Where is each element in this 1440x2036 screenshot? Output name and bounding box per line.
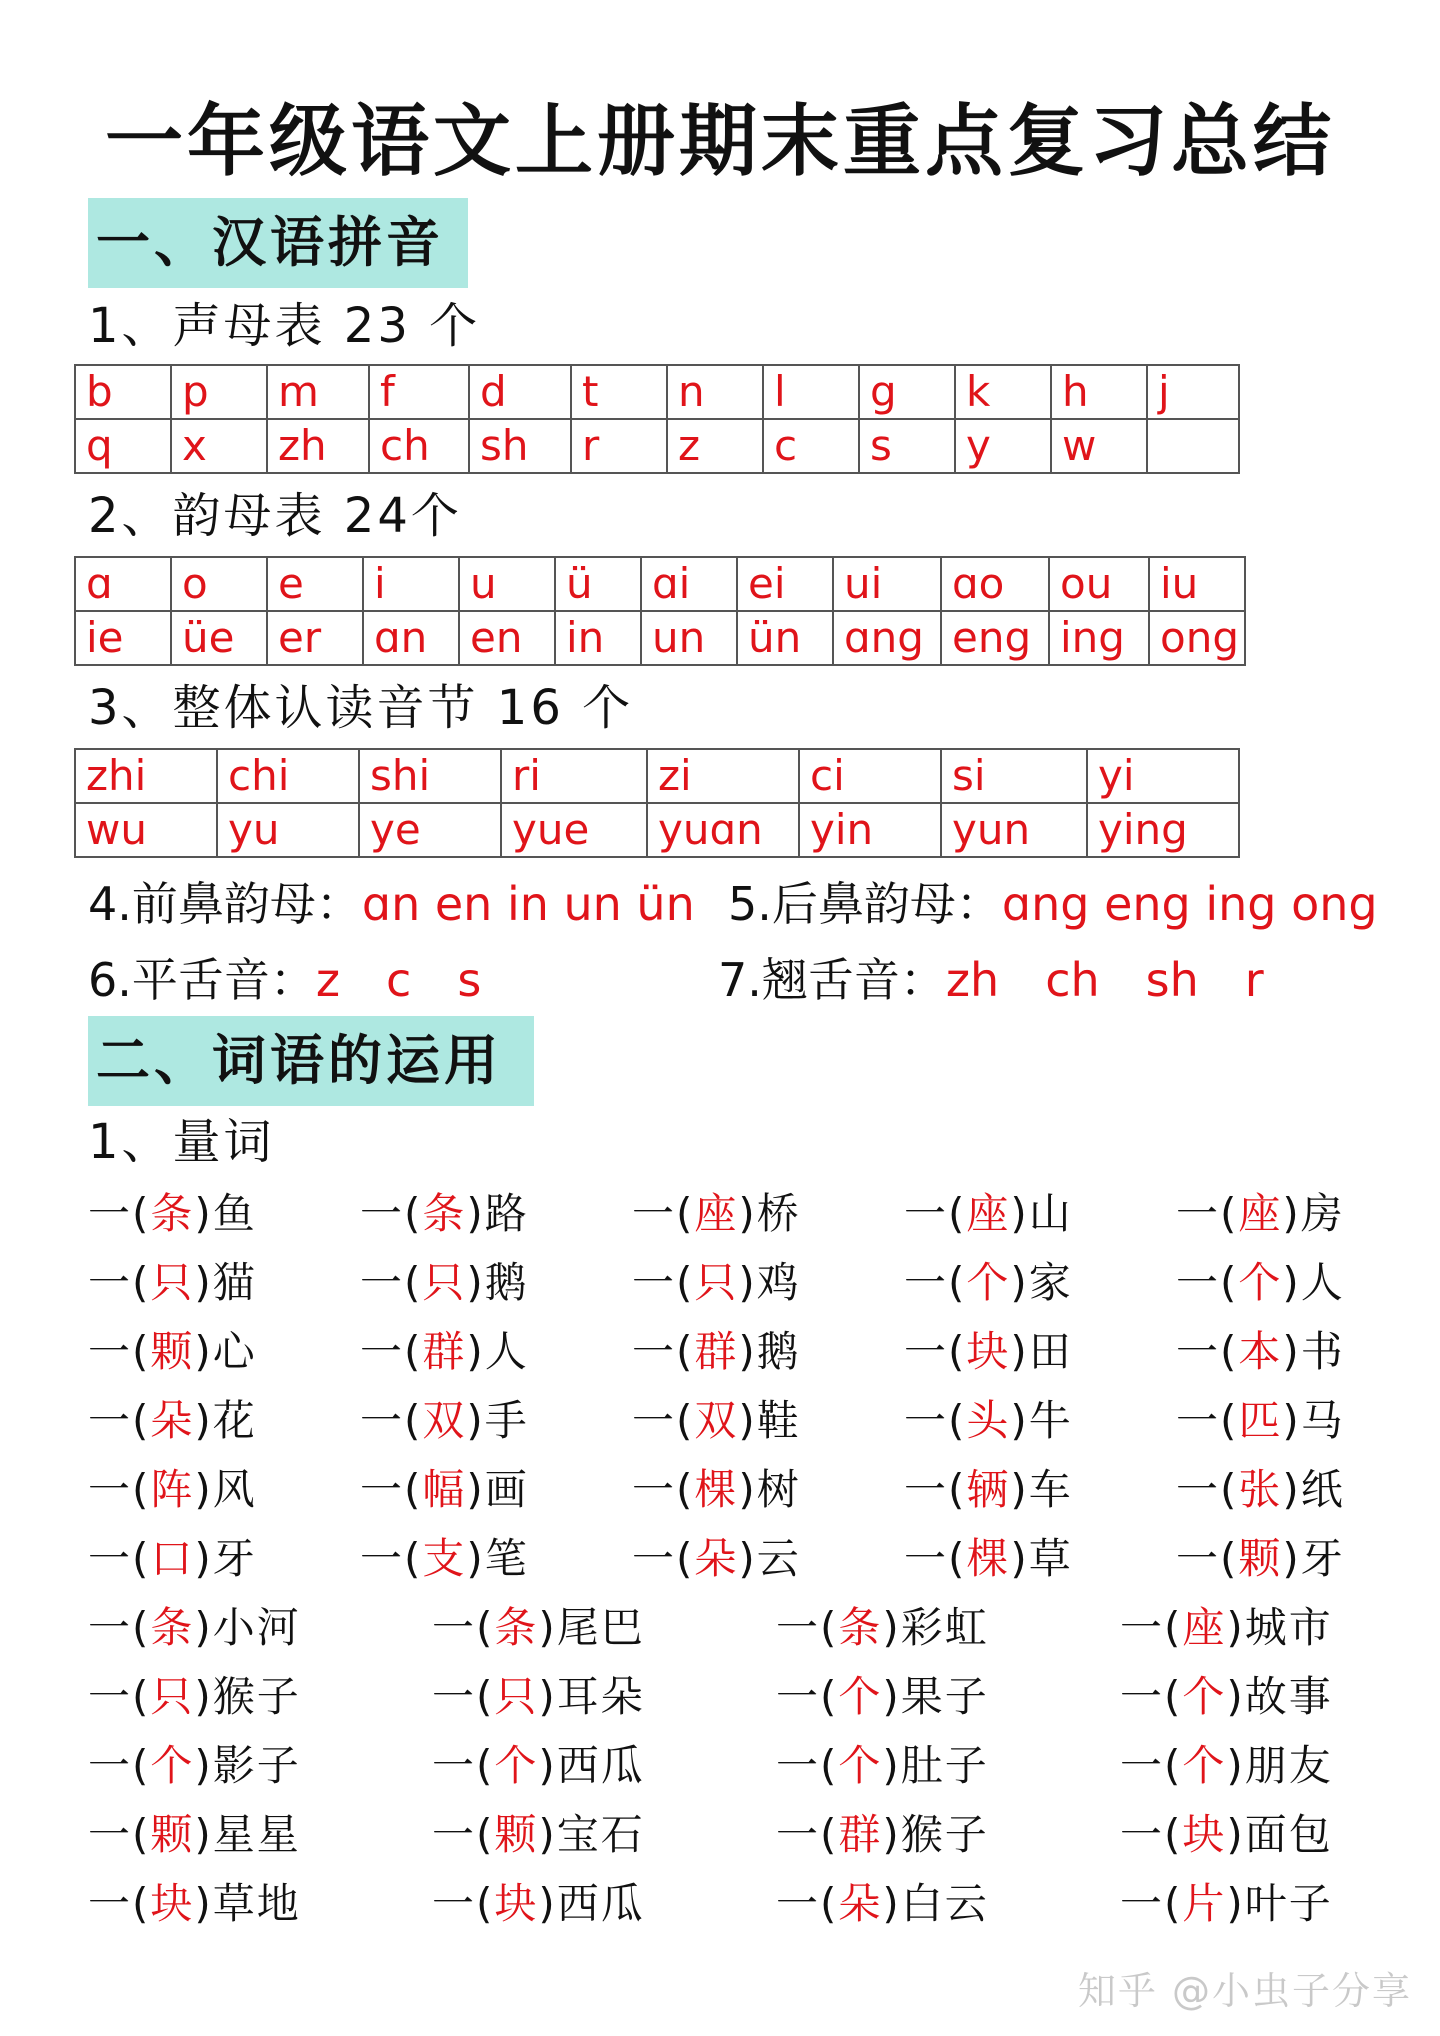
measure-word: 块 bbox=[1182, 1810, 1227, 1859]
pinyin-cell: ü bbox=[555, 557, 641, 611]
liangci-heading: 1、量词 bbox=[88, 1114, 275, 1170]
measure-word: 只 bbox=[422, 1258, 467, 1307]
measure-prefix: 一( bbox=[1176, 1258, 1239, 1307]
measure-word-item bbox=[1120, 1807, 1333, 1863]
pinyin-cell: e bbox=[267, 557, 363, 611]
pinyin-cell: zi bbox=[647, 749, 799, 803]
measure-word: 张 bbox=[1238, 1465, 1283, 1514]
measure-word-item bbox=[360, 1531, 529, 1587]
pinyin-cell: yi bbox=[1087, 749, 1239, 803]
measure-word-item bbox=[360, 1462, 529, 1518]
pinyin-cell: r bbox=[571, 419, 667, 473]
pinyin-cell: ɑng bbox=[833, 611, 941, 665]
measure-prefix: 一( bbox=[776, 1810, 839, 1859]
measure-prefix: 一( bbox=[904, 1258, 967, 1307]
measure-prefix: 一( bbox=[904, 1327, 967, 1376]
pinyin-cell: ei bbox=[737, 557, 833, 611]
measure-prefix: 一( bbox=[360, 1189, 423, 1238]
measure-prefix: 一( bbox=[432, 1879, 495, 1928]
pinyin-cell: er bbox=[267, 611, 363, 665]
qiaoshe-value: zh ch sh r bbox=[945, 953, 1264, 1007]
measure-word: 头 bbox=[966, 1396, 1011, 1445]
measure-suffix: )果子 bbox=[882, 1672, 989, 1721]
measure-prefix: 一( bbox=[432, 1603, 495, 1652]
pinyin-cell: z bbox=[667, 419, 763, 473]
measure-word: 只 bbox=[694, 1258, 739, 1307]
measure-prefix: 一( bbox=[1120, 1879, 1183, 1928]
pingshe-value: z c s bbox=[315, 953, 482, 1007]
measure-prefix: 一( bbox=[88, 1534, 151, 1583]
measure-word: 颗 bbox=[150, 1810, 195, 1859]
measure-word-item bbox=[904, 1186, 1073, 1242]
table-row bbox=[75, 557, 1245, 611]
measure-word: 条 bbox=[422, 1189, 467, 1238]
pinyin-cell: ie bbox=[75, 611, 171, 665]
measure-prefix: 一( bbox=[1176, 1189, 1239, 1238]
measure-word: 个 bbox=[494, 1741, 539, 1790]
measure-prefix: 一( bbox=[88, 1879, 151, 1928]
measure-prefix: 一( bbox=[88, 1327, 151, 1376]
pinyin-cell: ɑi bbox=[641, 557, 737, 611]
measure-word: 朵 bbox=[694, 1534, 739, 1583]
measure-suffix: )星星 bbox=[194, 1810, 301, 1859]
measure-word-item bbox=[632, 1324, 801, 1380]
yunmu-table bbox=[74, 556, 1246, 666]
section-heading-pinyin: 一、汉语拼音 bbox=[88, 198, 468, 288]
measure-suffix: )宝石 bbox=[538, 1810, 645, 1859]
measure-prefix: 一( bbox=[632, 1465, 695, 1514]
measure-suffix: )房 bbox=[1282, 1189, 1345, 1238]
measure-word-item bbox=[88, 1531, 257, 1587]
measure-suffix: )叶子 bbox=[1226, 1879, 1333, 1928]
pinyin-cell: b bbox=[75, 365, 171, 419]
pinyin-cell: zhi bbox=[75, 749, 217, 803]
measure-suffix: )心 bbox=[194, 1327, 257, 1376]
shengmu-heading: 1、声母表 23 个 bbox=[88, 298, 481, 354]
measure-suffix: )人 bbox=[466, 1327, 529, 1376]
measure-suffix: )鹅 bbox=[738, 1327, 801, 1376]
pinyin-cell: n bbox=[667, 365, 763, 419]
measure-word: 个 bbox=[1182, 1741, 1227, 1790]
houbi-line bbox=[728, 874, 1378, 934]
measure-suffix: )花 bbox=[194, 1396, 257, 1445]
measure-word-item bbox=[904, 1531, 1073, 1587]
measure-suffix: )小河 bbox=[194, 1603, 301, 1652]
measure-prefix: 一( bbox=[88, 1189, 151, 1238]
pinyin-cell: shi bbox=[359, 749, 501, 803]
measure-suffix: )车 bbox=[1010, 1465, 1073, 1514]
measure-word-item bbox=[1120, 1600, 1333, 1656]
measure-word-item bbox=[88, 1738, 301, 1794]
pinyin-cell: ying bbox=[1087, 803, 1239, 857]
pinyin-cell: u bbox=[459, 557, 555, 611]
pinyin-cell: yuɑn bbox=[647, 803, 799, 857]
pinyin-cell: ong bbox=[1149, 611, 1245, 665]
measure-word: 只 bbox=[494, 1672, 539, 1721]
measure-suffix: )面包 bbox=[1226, 1810, 1333, 1859]
measure-suffix: )耳朵 bbox=[538, 1672, 645, 1721]
zhengti-heading: 3、整体认读音节 16 个 bbox=[88, 680, 634, 736]
measure-word-item bbox=[632, 1186, 801, 1242]
watermark: 知乎 @小虫子分享 bbox=[1077, 1969, 1412, 2013]
pinyin-cell: h bbox=[1051, 365, 1147, 419]
measure-word: 支 bbox=[422, 1534, 467, 1583]
measure-word-item bbox=[88, 1186, 257, 1242]
measure-word: 座 bbox=[966, 1189, 1011, 1238]
measure-prefix: 一( bbox=[88, 1396, 151, 1445]
pinyin-cell: x bbox=[171, 419, 267, 473]
measure-suffix: )朋友 bbox=[1226, 1741, 1333, 1790]
measure-word: 朵 bbox=[838, 1879, 883, 1928]
measure-suffix: )鸡 bbox=[738, 1258, 801, 1307]
measure-prefix: 一( bbox=[1176, 1396, 1239, 1445]
measure-prefix: 一( bbox=[1120, 1741, 1183, 1790]
measure-suffix: )鞋 bbox=[738, 1396, 801, 1445]
pinyin-cell: d bbox=[469, 365, 571, 419]
measure-suffix: )城市 bbox=[1226, 1603, 1333, 1652]
measure-word: 片 bbox=[1182, 1879, 1227, 1928]
measure-suffix: )树 bbox=[738, 1465, 801, 1514]
measure-word-item bbox=[360, 1393, 529, 1449]
table-row bbox=[75, 749, 1239, 803]
measure-word: 块 bbox=[966, 1327, 1011, 1376]
measure-word: 座 bbox=[694, 1189, 739, 1238]
measure-word: 条 bbox=[150, 1603, 195, 1652]
measure-prefix: 一( bbox=[360, 1258, 423, 1307]
measure-suffix: )家 bbox=[1010, 1258, 1073, 1307]
measure-suffix: )田 bbox=[1010, 1327, 1073, 1376]
measure-prefix: 一( bbox=[1176, 1534, 1239, 1583]
measure-suffix: )故事 bbox=[1226, 1672, 1333, 1721]
measure-word: 座 bbox=[1182, 1603, 1227, 1652]
measure-suffix: )人 bbox=[1282, 1258, 1345, 1307]
measure-prefix: 一( bbox=[1120, 1603, 1183, 1652]
measure-word-item bbox=[904, 1393, 1073, 1449]
pinyin-cell: l bbox=[763, 365, 859, 419]
measure-word: 口 bbox=[150, 1534, 195, 1583]
pinyin-cell: w bbox=[1051, 419, 1147, 473]
measure-prefix: 一( bbox=[776, 1741, 839, 1790]
pinyin-cell: m bbox=[267, 365, 369, 419]
measure-suffix: )猴子 bbox=[194, 1672, 301, 1721]
pinyin-cell: wu bbox=[75, 803, 217, 857]
measure-suffix: )鱼 bbox=[194, 1189, 257, 1238]
pinyin-cell: ɑo bbox=[941, 557, 1049, 611]
measure-prefix: 一( bbox=[632, 1258, 695, 1307]
measure-word-item bbox=[88, 1255, 257, 1311]
measure-word-item bbox=[904, 1255, 1073, 1311]
pinyin-cell: üe bbox=[171, 611, 267, 665]
measure-word-item bbox=[1176, 1255, 1345, 1311]
measure-word-item bbox=[432, 1669, 645, 1725]
measure-word: 颗 bbox=[150, 1327, 195, 1376]
measure-word: 阵 bbox=[150, 1465, 195, 1514]
measure-word: 群 bbox=[422, 1327, 467, 1376]
measure-word-item bbox=[432, 1600, 645, 1656]
measure-word-item bbox=[432, 1807, 645, 1863]
qiaoshe-line bbox=[718, 950, 1264, 1010]
pinyin-cell: ing bbox=[1049, 611, 1149, 665]
measure-word-item bbox=[88, 1807, 301, 1863]
pinyin-cell: eng bbox=[941, 611, 1049, 665]
measure-word-item bbox=[88, 1669, 301, 1725]
houbi-value: ɑng eng ing ong bbox=[1001, 877, 1378, 931]
measure-word-item bbox=[1176, 1531, 1345, 1587]
measure-prefix: 一( bbox=[88, 1465, 151, 1514]
measure-prefix: 一( bbox=[360, 1327, 423, 1376]
pinyin-cell: j bbox=[1147, 365, 1239, 419]
measure-prefix: 一( bbox=[88, 1258, 151, 1307]
measure-word: 朵 bbox=[150, 1396, 195, 1445]
measure-word-item bbox=[1176, 1393, 1345, 1449]
measure-prefix: 一( bbox=[360, 1396, 423, 1445]
measure-suffix: )手 bbox=[466, 1396, 529, 1445]
measure-word-item bbox=[1176, 1324, 1345, 1380]
measure-word: 块 bbox=[494, 1879, 539, 1928]
measure-prefix: 一( bbox=[1176, 1327, 1239, 1376]
measure-suffix: )风 bbox=[194, 1465, 257, 1514]
pingshe-label: 6.平舌音： bbox=[88, 953, 316, 1007]
measure-word-item bbox=[1120, 1669, 1333, 1725]
measure-word: 辆 bbox=[966, 1465, 1011, 1514]
measure-word: 个 bbox=[838, 1741, 883, 1790]
pinyin-cell: g bbox=[859, 365, 955, 419]
measure-suffix: )马 bbox=[1282, 1396, 1345, 1445]
measure-word-item bbox=[88, 1600, 301, 1656]
table-row bbox=[75, 611, 1245, 665]
measure-word: 条 bbox=[150, 1189, 195, 1238]
measure-word-item bbox=[776, 1738, 989, 1794]
pinyin-cell: f bbox=[369, 365, 469, 419]
pinyin-cell: en bbox=[459, 611, 555, 665]
measure-suffix: )尾巴 bbox=[538, 1603, 645, 1652]
measure-word-item bbox=[360, 1186, 529, 1242]
measure-word-item bbox=[776, 1600, 989, 1656]
pinyin-cell: ui bbox=[833, 557, 941, 611]
measure-word-item bbox=[88, 1462, 257, 1518]
measure-word-item bbox=[632, 1462, 801, 1518]
measure-word-item bbox=[1120, 1738, 1333, 1794]
measure-prefix: 一( bbox=[360, 1534, 423, 1583]
measure-suffix: )白云 bbox=[882, 1879, 989, 1928]
pinyin-cell: t bbox=[571, 365, 667, 419]
measure-prefix: 一( bbox=[1120, 1810, 1183, 1859]
measure-prefix: 一( bbox=[904, 1534, 967, 1583]
measure-word: 个 bbox=[1182, 1672, 1227, 1721]
measure-word-item bbox=[88, 1324, 257, 1380]
measure-suffix: )牛 bbox=[1010, 1396, 1073, 1445]
measure-word: 条 bbox=[494, 1603, 539, 1652]
measure-word: 双 bbox=[422, 1396, 467, 1445]
pinyin-cell: yin bbox=[799, 803, 941, 857]
table-row bbox=[75, 365, 1239, 419]
measure-word-item bbox=[360, 1255, 529, 1311]
measure-word: 个 bbox=[966, 1258, 1011, 1307]
measure-prefix: 一( bbox=[432, 1810, 495, 1859]
measure-prefix: 一( bbox=[88, 1810, 151, 1859]
pinyin-cell: sh bbox=[469, 419, 571, 473]
measure-suffix: )牙 bbox=[194, 1534, 257, 1583]
pinyin-cell: ɑ bbox=[75, 557, 171, 611]
measure-prefix: 一( bbox=[88, 1672, 151, 1721]
qianbi-value: ɑn en in un ün bbox=[361, 877, 695, 931]
measure-prefix: 一( bbox=[1176, 1465, 1239, 1514]
measure-word-item bbox=[776, 1669, 989, 1725]
pinyin-cell: p bbox=[171, 365, 267, 419]
pinyin-cell: ch bbox=[369, 419, 469, 473]
measure-suffix: )猫 bbox=[194, 1258, 257, 1307]
measure-suffix: )路 bbox=[466, 1189, 529, 1238]
measure-prefix: 一( bbox=[632, 1189, 695, 1238]
measure-suffix: )西瓜 bbox=[538, 1741, 645, 1790]
measure-suffix: )彩虹 bbox=[882, 1603, 989, 1652]
measure-suffix: )笔 bbox=[466, 1534, 529, 1583]
section-heading-ciyu: 二、词语的运用 bbox=[88, 1016, 534, 1106]
measure-word: 本 bbox=[1238, 1327, 1283, 1376]
measure-word: 棵 bbox=[966, 1534, 1011, 1583]
measure-prefix: 一( bbox=[776, 1672, 839, 1721]
measure-word-item bbox=[88, 1393, 257, 1449]
qiaoshe-label: 7.翘舌音： bbox=[718, 953, 946, 1007]
measure-word-item bbox=[88, 1876, 301, 1932]
pinyin-cell: yun bbox=[941, 803, 1087, 857]
pinyin-cell: un bbox=[641, 611, 737, 665]
measure-suffix: )猴子 bbox=[882, 1810, 989, 1859]
pinyin-cell: s bbox=[859, 419, 955, 473]
measure-suffix: )影子 bbox=[194, 1741, 301, 1790]
pinyin-cell: i bbox=[363, 557, 459, 611]
measure-word-item bbox=[432, 1876, 645, 1932]
pinyin-cell: ou bbox=[1049, 557, 1149, 611]
measure-prefix: 一( bbox=[904, 1396, 967, 1445]
measure-prefix: 一( bbox=[776, 1879, 839, 1928]
measure-suffix: )山 bbox=[1010, 1189, 1073, 1238]
pinyin-cell: q bbox=[75, 419, 171, 473]
measure-word: 棵 bbox=[694, 1465, 739, 1514]
measure-suffix: )牙 bbox=[1282, 1534, 1345, 1583]
measure-word-item bbox=[776, 1876, 989, 1932]
measure-suffix: )纸 bbox=[1282, 1465, 1345, 1514]
measure-word-item bbox=[632, 1255, 801, 1311]
measure-word: 匹 bbox=[1238, 1396, 1283, 1445]
measure-word-item bbox=[904, 1324, 1073, 1380]
measure-suffix: )西瓜 bbox=[538, 1879, 645, 1928]
measure-prefix: 一( bbox=[1120, 1672, 1183, 1721]
page-title: 一年级语文上册期末重点复习总结 bbox=[104, 97, 1335, 187]
pinyin-cell: iu bbox=[1149, 557, 1245, 611]
measure-word-item bbox=[1176, 1462, 1345, 1518]
measure-word-item bbox=[1176, 1186, 1345, 1242]
pinyin-cell: si bbox=[941, 749, 1087, 803]
pinyin-cell: yu bbox=[217, 803, 359, 857]
qianbi-line bbox=[88, 874, 695, 934]
measure-word-item bbox=[632, 1393, 801, 1449]
measure-word: 群 bbox=[694, 1327, 739, 1376]
pinyin-cell: ün bbox=[737, 611, 833, 665]
measure-suffix: )书 bbox=[1282, 1327, 1345, 1376]
pinyin-cell bbox=[1147, 419, 1239, 473]
measure-prefix: 一( bbox=[88, 1603, 151, 1652]
measure-word: 个 bbox=[150, 1741, 195, 1790]
pinyin-cell: ci bbox=[799, 749, 941, 803]
measure-word: 个 bbox=[838, 1672, 883, 1721]
measure-prefix: 一( bbox=[360, 1465, 423, 1514]
pinyin-cell: ri bbox=[501, 749, 647, 803]
measure-word-item bbox=[360, 1324, 529, 1380]
measure-suffix: )肚子 bbox=[882, 1741, 989, 1790]
measure-word: 群 bbox=[838, 1810, 883, 1859]
measure-prefix: 一( bbox=[904, 1189, 967, 1238]
measure-word: 座 bbox=[1238, 1189, 1283, 1238]
pinyin-cell: y bbox=[955, 419, 1051, 473]
measure-word: 只 bbox=[150, 1258, 195, 1307]
measure-suffix: )鹅 bbox=[466, 1258, 529, 1307]
pingshe-line bbox=[88, 950, 481, 1010]
measure-prefix: 一( bbox=[776, 1603, 839, 1652]
measure-prefix: 一( bbox=[432, 1672, 495, 1721]
houbi-label: 5.后鼻韵母： bbox=[728, 877, 1002, 931]
pinyin-cell: chi bbox=[217, 749, 359, 803]
pinyin-cell: k bbox=[955, 365, 1051, 419]
table-row bbox=[75, 803, 1239, 857]
measure-word: 幅 bbox=[422, 1465, 467, 1514]
measure-suffix: )画 bbox=[466, 1465, 529, 1514]
measure-prefix: 一( bbox=[88, 1741, 151, 1790]
pinyin-cell: c bbox=[763, 419, 859, 473]
measure-word: 双 bbox=[694, 1396, 739, 1445]
measure-word: 条 bbox=[838, 1603, 883, 1652]
yunmu-heading: 2、韵母表 24个 bbox=[88, 488, 462, 544]
pinyin-cell: ɑn bbox=[363, 611, 459, 665]
measure-prefix: 一( bbox=[432, 1741, 495, 1790]
measure-word: 块 bbox=[150, 1879, 195, 1928]
measure-word-item bbox=[632, 1531, 801, 1587]
table-row bbox=[75, 419, 1239, 473]
pinyin-cell: in bbox=[555, 611, 641, 665]
measure-prefix: 一( bbox=[632, 1396, 695, 1445]
pinyin-cell: o bbox=[171, 557, 267, 611]
measure-word-item bbox=[904, 1462, 1073, 1518]
measure-word-item bbox=[776, 1807, 989, 1863]
measure-suffix: )云 bbox=[738, 1534, 801, 1583]
zhengti-table bbox=[74, 748, 1240, 858]
measure-prefix: 一( bbox=[632, 1534, 695, 1583]
measure-suffix: )桥 bbox=[738, 1189, 801, 1238]
qianbi-label: 4.前鼻韵母： bbox=[88, 877, 362, 931]
shengmu-table bbox=[74, 364, 1240, 474]
measure-word: 个 bbox=[1238, 1258, 1283, 1307]
pinyin-cell: yue bbox=[501, 803, 647, 857]
measure-suffix: )草 bbox=[1010, 1534, 1073, 1583]
measure-word-item bbox=[432, 1738, 645, 1794]
measure-prefix: 一( bbox=[632, 1327, 695, 1376]
measure-word: 颗 bbox=[494, 1810, 539, 1859]
measure-word: 只 bbox=[150, 1672, 195, 1721]
measure-word-item bbox=[1120, 1876, 1333, 1932]
measure-prefix: 一( bbox=[904, 1465, 967, 1514]
pinyin-cell: ye bbox=[359, 803, 501, 857]
pinyin-cell: zh bbox=[267, 419, 369, 473]
measure-suffix: )草地 bbox=[194, 1879, 301, 1928]
measure-word: 颗 bbox=[1238, 1534, 1283, 1583]
